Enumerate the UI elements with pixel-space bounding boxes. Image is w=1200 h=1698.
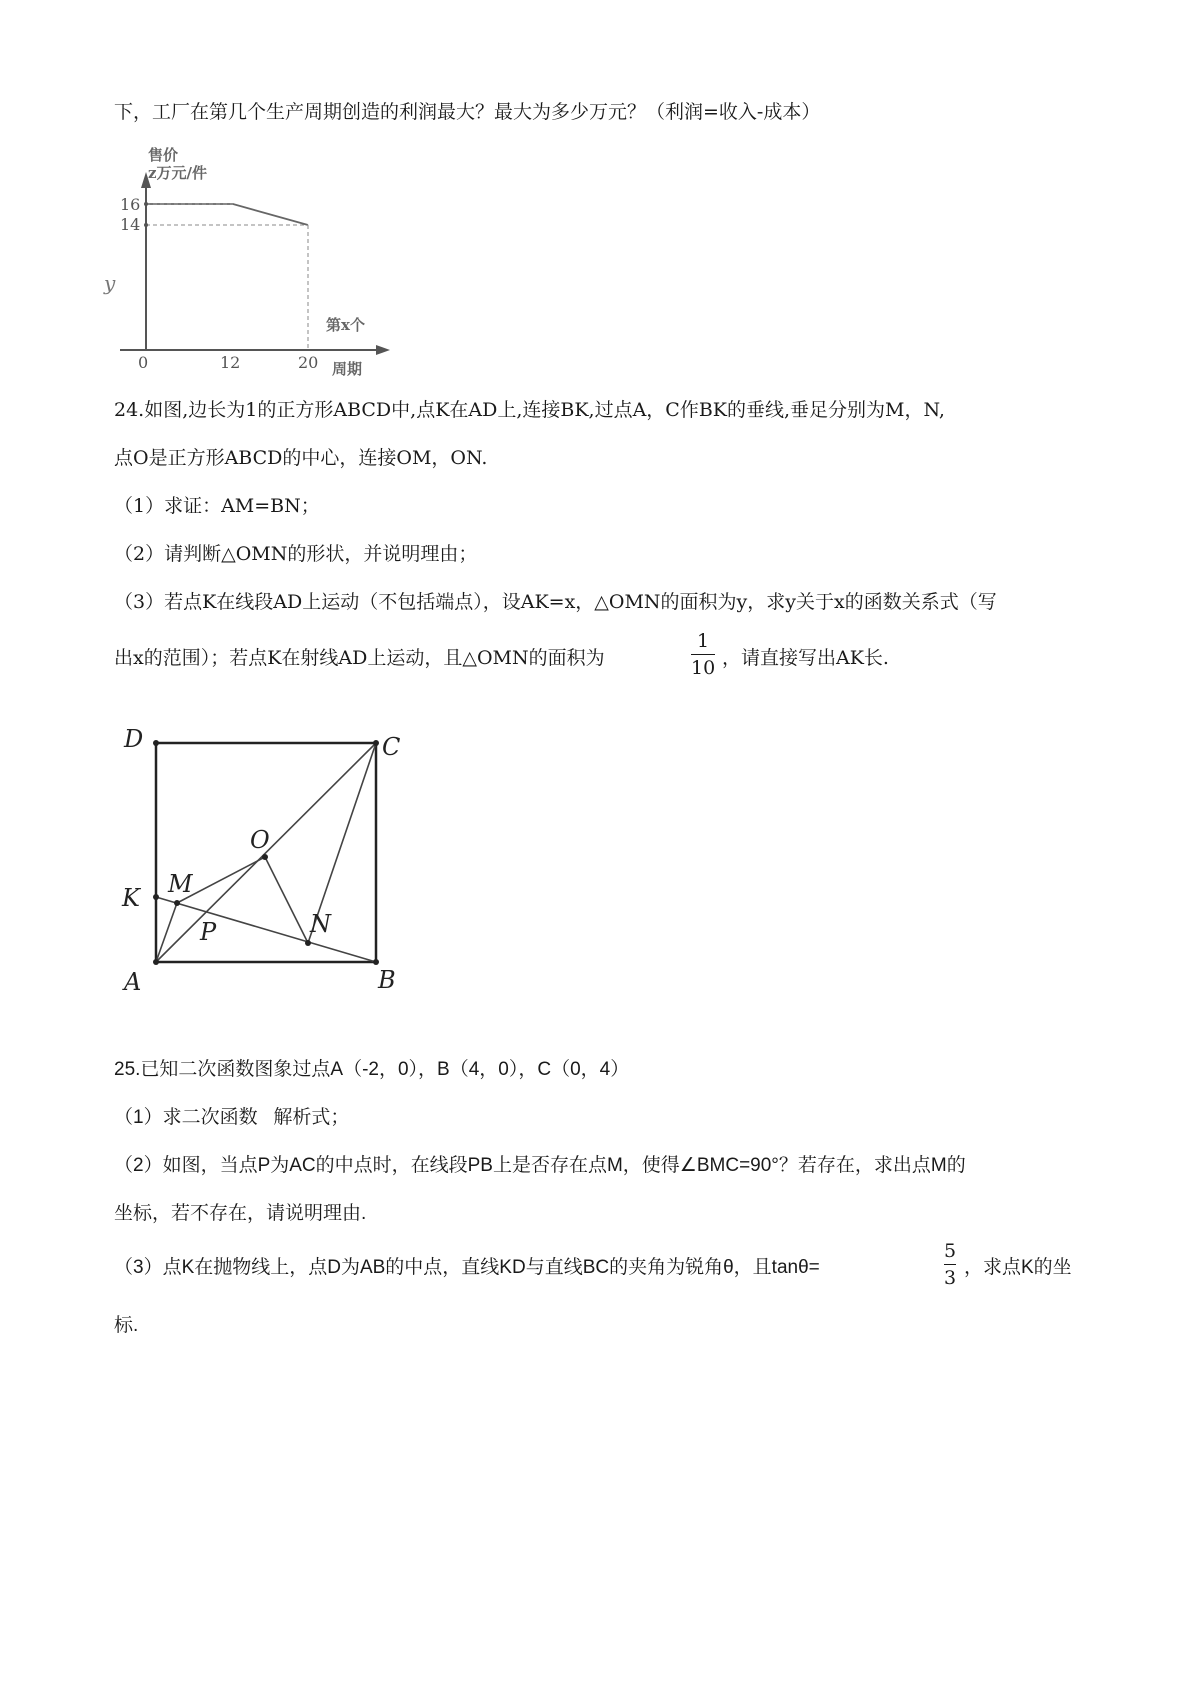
graph-xlabel-2: 周期: [332, 360, 363, 378]
fraction-one-tenth: [691, 630, 715, 679]
label-d: D: [124, 725, 144, 753]
graph-xlabel-1: 第x个: [326, 316, 365, 334]
problem23-tail-text: 下，工厂在第几个生产周期创造的利润最大？最大为多少万元？（利润=收入-成本）: [114, 101, 821, 123]
line-am: [156, 903, 177, 962]
problem24-part3-line1: （3）若点K在线段AD上运动（不包括端点），设AK=x，△OMN的面积为y，求y关于x的函数关系式（写: [114, 591, 997, 613]
fraction-five-thirds-den: 3: [944, 1267, 957, 1289]
square-figure: [110, 720, 430, 1000]
problem24-part3-line2b: ，请直接写出AK长.: [722, 647, 889, 669]
graph-origin: 0: [138, 353, 149, 372]
graph-ylabel-2: z万元/件: [148, 164, 207, 182]
graph-x-arrow: [376, 345, 390, 355]
problem25-part1: （1）求二次函数 解析式；: [114, 1107, 350, 1128]
fraction-one-tenth-den: 10: [691, 657, 716, 679]
graph-ytick-14: 14: [120, 215, 141, 234]
fraction-one-tenth-num: 1: [697, 630, 710, 652]
problem25-part3-line1b: ，求点K的坐: [964, 1257, 1072, 1278]
point-k: [153, 894, 159, 900]
price-graph: [100, 140, 400, 380]
point-d: [153, 740, 159, 746]
label-k: K: [122, 884, 140, 912]
point-c: [373, 740, 379, 746]
graph-point-14: [144, 223, 148, 227]
point-a: [153, 959, 159, 965]
fraction-five-thirds-bar: [944, 1264, 956, 1265]
graph-point-16: [144, 202, 148, 206]
graph-xtick-20: 20: [298, 353, 319, 372]
graph-partial-y: y: [104, 271, 116, 295]
label-b: B: [378, 966, 396, 994]
problem24-line2: 点O是正方形ABCD的中心，连接OM，ON.: [114, 447, 488, 469]
fraction-five-thirds-num: 5: [944, 1240, 957, 1262]
problem25-line1: 25.已知二次函数图象过点A（-2，0），B（4，0），C（0，4）: [114, 1059, 630, 1080]
line-on: [265, 857, 308, 943]
problem25-part2-line1: （2）如图，当点P为AC的中点时，在线段PB上是否存在点M，使得∠BMC=90°？若存在，求出点M的: [114, 1155, 966, 1176]
label-o: O: [250, 826, 270, 854]
point-o: [262, 854, 268, 860]
label-m: M: [168, 870, 193, 898]
label-c: C: [382, 733, 401, 761]
point-b: [373, 959, 379, 965]
graph-xtick-12: 12: [220, 353, 241, 372]
problem24-line1: 24.如图,边长为1的正方形ABCD中,点K在AD上,连接BK,过点A，C作BK的垂线,垂足分别为M，N,: [114, 399, 945, 421]
point-n: [305, 940, 311, 946]
problem25-part2-line2: 坐标，若不存在，请说明理由.: [114, 1203, 367, 1224]
fraction-one-tenth-bar: [691, 654, 715, 655]
problem24-part3-line2a: 出x的范围）；若点K在射线AD上运动，且△OMN的面积为: [114, 647, 605, 669]
label-p: P: [200, 918, 217, 946]
graph-ylabel-1: 售价: [148, 146, 179, 164]
label-n: N: [310, 910, 331, 938]
label-a: A: [124, 968, 142, 996]
problem25-part3-line2: 标.: [114, 1315, 139, 1336]
fraction-five-thirds: [944, 1240, 956, 1289]
problem24-part1: （1）求证：AM=BN；: [114, 495, 320, 517]
point-m: [174, 900, 180, 906]
problem25-part3-line1a: （3）点K在抛物线上，点D为AB的中点，直线KD与直线BC的夹角为锐角θ，且tanθ=: [114, 1257, 820, 1278]
problem24-part2: （2）请判断△OMN的形状，并说明理由；: [114, 543, 478, 565]
price-polyline: [146, 204, 308, 225]
graph-ytick-16: 16: [120, 195, 141, 214]
